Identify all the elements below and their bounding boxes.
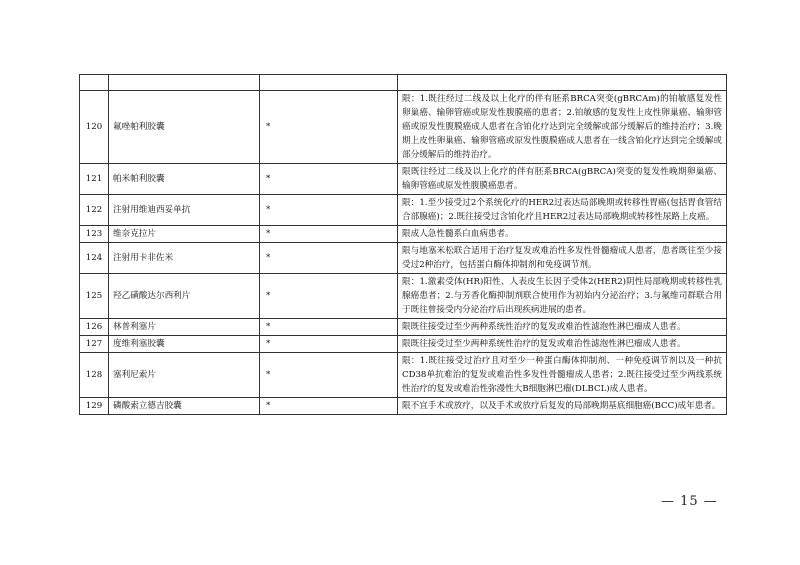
drug-category <box>260 75 398 91</box>
table-row <box>80 274 727 319</box>
row-number: 121 <box>80 164 109 195</box>
drug-category: * <box>260 164 398 195</box>
restriction-note: 限：1.激素受体(HR)阳性、人表皮生长因子受体2(HER2)阴性局部晚期或转移性乳腺癌患者；2.与芳香化酶抑制剂联合使用作为初始内分泌治疗；3.与氟维司群联合用于既往曾接受内分泌治疗后出现疾病进展的患者。 <box>398 274 727 319</box>
row-number: 120 <box>80 91 109 164</box>
table-row <box>80 91 727 164</box>
row-number: 129 <box>80 398 109 415</box>
restriction-note <box>398 75 727 91</box>
restriction-note: 限既往接受过至少两种系统性治疗的复发或难治性滤泡性淋巴瘤成人患者。 <box>398 336 727 353</box>
drug-category: * <box>260 91 398 164</box>
row-number: 122 <box>80 195 109 226</box>
drug-category: * <box>260 319 398 336</box>
drug-name: 林普利塞片 <box>109 319 260 336</box>
drug-name: 羟乙磺酸达尔西利片 <box>109 274 260 319</box>
drug-category: * <box>260 226 398 243</box>
table-row <box>80 319 727 336</box>
row-number: 127 <box>80 336 109 353</box>
table-row <box>80 243 727 274</box>
page-number: — 15 — <box>661 494 718 509</box>
drug-name <box>109 75 260 91</box>
row-number: 123 <box>80 226 109 243</box>
table-row <box>80 353 727 398</box>
drug-category: * <box>260 274 398 319</box>
drug-name: 度维利塞胶囊 <box>109 336 260 353</box>
drug-name: 磷酸索立德吉胶囊 <box>109 398 260 415</box>
drug-name: 注射用维迪西妥单抗 <box>109 195 260 226</box>
row-number: 126 <box>80 319 109 336</box>
restriction-note: 限既往经过二线及以上化疗的伴有胚系BRCA(gBRCA)突变的复发性晚期卵巢癌、输卵管癌或原发性腹膜癌患者。 <box>398 164 727 195</box>
row-number: 128 <box>80 353 109 398</box>
drug-category: * <box>260 243 398 274</box>
table-row <box>80 164 727 195</box>
drug-name: 塞利尼索片 <box>109 353 260 398</box>
drug-category: * <box>260 353 398 398</box>
table-row <box>80 75 727 91</box>
drug-name: 氟唑帕利胶囊 <box>109 91 260 164</box>
row-number: 125 <box>80 274 109 319</box>
drug-table <box>79 74 727 415</box>
restriction-note: 限既往接受过至少两种系统性治疗的复发或难治性滤泡性淋巴瘤成人患者。 <box>398 319 727 336</box>
table-row <box>80 195 727 226</box>
row-number <box>80 75 109 91</box>
drug-category: * <box>260 336 398 353</box>
table-row <box>80 336 727 353</box>
drug-name: 注射用卡非佐米 <box>109 243 260 274</box>
drug-category: * <box>260 398 398 415</box>
restriction-note: 限与地塞米松联合适用于治疗复发或难治性多发性骨髓瘤成人患者，患者既往至少接受过2种治疗，包括蛋白酶体抑制剂和免疫调节剂。 <box>398 243 727 274</box>
table-row <box>80 398 727 415</box>
restriction-note: 限成人急性髓系白血病患者。 <box>398 226 727 243</box>
row-number: 124 <box>80 243 109 274</box>
restriction-note: 限：1.既往经过二线及以上化疗的伴有胚系BRCA突变(gBRCAm)的铂敏感复发性卵巢癌、输卵管癌或原发性腹膜癌的患者；2.铂敏感的复发性上皮性卵巢癌、输卵管癌或原发性腹膜癌成人患者在含铂化疗达到完全缓解或部分缓解后的维持治疗；3.晚期上皮性卵巢癌、输卵管癌或原发性腹膜癌成人患者在一线含铂化疗达到完全缓解或部分缓解后的维持治疗。 <box>398 91 727 164</box>
restriction-note: 限不宜手术或放疗，以及手术或放疗后复发的局部晚期基底细胞癌(BCC)成年患者。 <box>398 398 727 415</box>
drug-category: * <box>260 195 398 226</box>
drug-name: 维奈克拉片 <box>109 226 260 243</box>
restriction-note: 限：1.至少接受过2个系统化疗的HER2过表达局部晚期或转移性胃癌(包括胃食管结合部腺癌)；2.既往接受过含铂化疗且HER2过表达局部晚期或转移性尿路上皮癌。 <box>398 195 727 226</box>
table-row <box>80 226 727 243</box>
restriction-note: 限：1.既往接受过治疗且对至少一种蛋白酶体抑制剂、一种免疫调节剂以及一种抗CD38单抗难治的复发或难治性多发性骨髓瘤成人患者；2.既往接受过至少两线系统性治疗的复发或难治性弥漫性大B细胞淋巴瘤(DLBCL)成人患者。 <box>398 353 727 398</box>
drug-name: 帕米帕利胶囊 <box>109 164 260 195</box>
